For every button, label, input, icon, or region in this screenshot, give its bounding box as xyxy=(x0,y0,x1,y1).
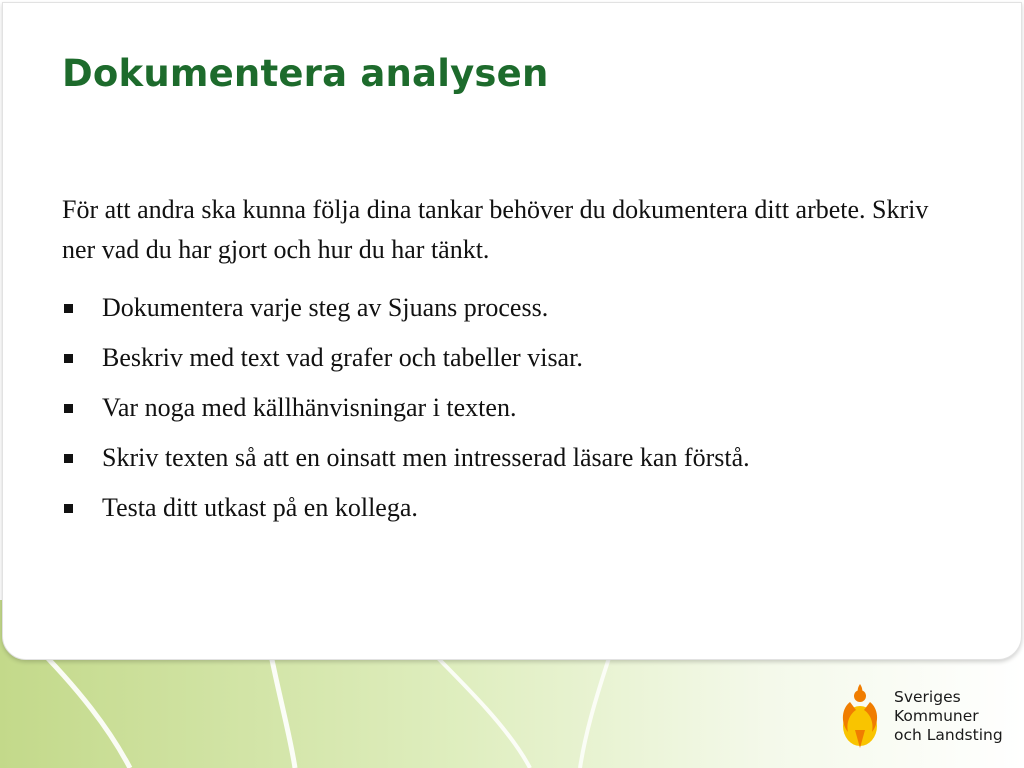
square-bullet-icon xyxy=(64,404,73,413)
bullet-item: Var noga med källhänvisningar i texten. xyxy=(62,383,750,433)
square-bullet-icon xyxy=(64,304,73,313)
logo-line: Sveriges xyxy=(894,688,961,706)
logo-line: Kommuner xyxy=(894,707,979,725)
square-bullet-icon xyxy=(64,504,73,513)
intro-paragraph: För att andra ska kunna följa dina tankar behöver du dokumentera ditt arbete. Skriv ner vad du har gjort och hur du har tänkt. xyxy=(62,195,929,264)
square-bullet-icon xyxy=(64,354,73,363)
logo-line: och Landsting xyxy=(894,726,1003,744)
skl-logo-text xyxy=(894,688,1003,745)
bullet-item: Skriv texten så att en oinsatt men intresserad läsare kan förstå. xyxy=(62,433,750,483)
bullet-item: Dokumentera varje steg av Sjuans process. xyxy=(62,283,750,333)
bullet-list xyxy=(62,283,750,533)
square-bullet-icon xyxy=(64,454,73,463)
bullet-item: Beskriv med text vad grafer och tabeller visar. xyxy=(62,333,750,383)
slide-title: Dokumentera analysen xyxy=(62,52,549,95)
bullet-item: Testa ditt utkast på en kollega. xyxy=(62,483,750,533)
